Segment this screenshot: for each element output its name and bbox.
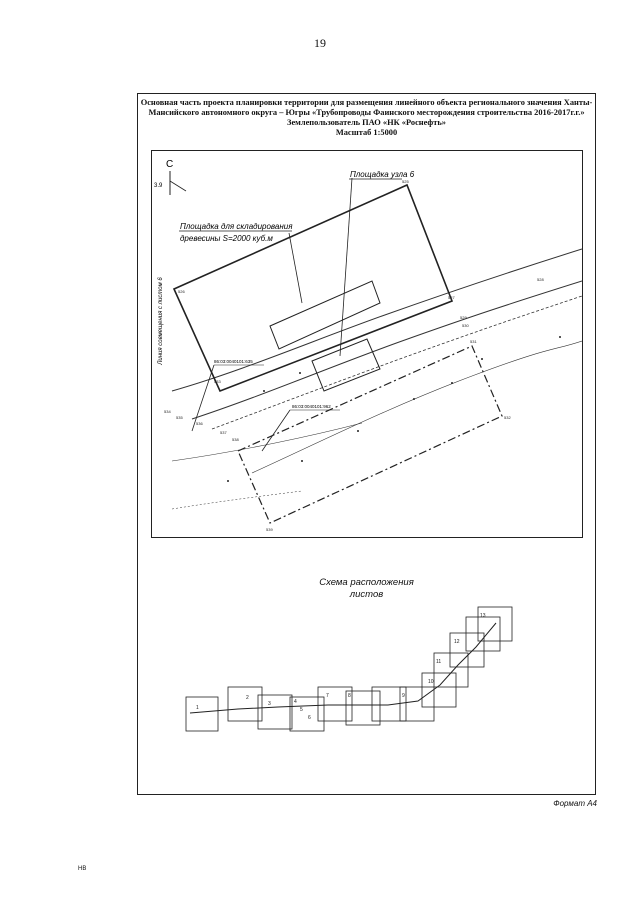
point-label: 531 xyxy=(470,339,477,344)
sheet-number: 10 xyxy=(428,679,434,685)
point-label: 525 xyxy=(402,179,409,184)
sheet-number: 5 xyxy=(300,707,303,713)
sheet-frames xyxy=(186,607,512,731)
storage-label-1: Площадка для складирования xyxy=(180,222,293,231)
north-value: 3.9 xyxy=(154,183,163,189)
point-label: 536 xyxy=(196,421,203,426)
point-label: 526 xyxy=(178,289,185,294)
site-label: Площадка узла 6 xyxy=(350,170,415,179)
parcel-1-label: 86:03:0040101:635 xyxy=(214,359,253,364)
page-number: 19 xyxy=(314,36,326,50)
sheet-number: 13 xyxy=(480,613,486,619)
point-label: 532 xyxy=(504,415,511,420)
point-label: 528 xyxy=(537,277,544,282)
point-label: 539 xyxy=(266,527,273,532)
sheet-number: 3 xyxy=(268,701,271,707)
margin-code: НВ xyxy=(78,866,87,872)
scheme-title-1: Схема расположения xyxy=(319,577,414,588)
point-label: 533 xyxy=(214,379,221,384)
sheet-number: 9 xyxy=(402,693,405,699)
sheet-number: 8 xyxy=(348,693,351,699)
side-label: Линия совмещения с листом 6 xyxy=(158,277,164,365)
site-plan-drawing xyxy=(152,151,582,537)
sheet-number: 6 xyxy=(308,715,311,721)
sheet-number: 4 xyxy=(294,699,297,705)
sheet-number: 12 xyxy=(454,639,460,645)
north-label: С xyxy=(166,159,174,170)
point-markers xyxy=(164,179,544,532)
site-plan-map xyxy=(151,150,583,538)
sheet-number: 11 xyxy=(436,659,442,665)
drawing-header xyxy=(138,98,595,138)
sheet-layout-drawing xyxy=(178,599,568,759)
header-line-3: Землепользователь ПАО «НК «Роснефть» xyxy=(287,118,446,127)
storage-label-2: древесины S=2000 куб.м xyxy=(180,234,273,243)
survey-dots xyxy=(227,336,561,482)
sheet-layout-scheme xyxy=(178,599,568,759)
header-line-1: Основная часть проекта планировки территории для размещения линейного объекта регионального значения Ханты- xyxy=(140,98,593,107)
point-label: 530 xyxy=(462,323,469,328)
point-label: 535 xyxy=(176,415,183,420)
point-label: 527 xyxy=(448,295,455,300)
sheet-number: 7 xyxy=(326,693,329,699)
drawing-frame xyxy=(137,93,597,808)
header-line-2: Мансийского автономного округа – Югры «Трубопроводы Фаинского месторождения строительства 2016-2017г.г.» xyxy=(148,108,585,117)
sheet-number: 2 xyxy=(246,695,249,701)
point-label: 529 xyxy=(460,315,467,320)
header-line-4: Масштаб 1:5000 xyxy=(335,128,398,137)
format-label: Формат А4 xyxy=(553,799,597,808)
point-label: 537 xyxy=(220,430,227,435)
point-label: 538 xyxy=(232,437,239,442)
road-corridor xyxy=(172,249,582,509)
north-arrow xyxy=(154,159,186,195)
scheme-title-2: листов xyxy=(349,589,384,600)
sheet-number: 1 xyxy=(196,705,199,711)
parcel-2-label: 86:03:0040101:962 xyxy=(292,404,331,409)
point-label: 534 xyxy=(164,409,171,414)
